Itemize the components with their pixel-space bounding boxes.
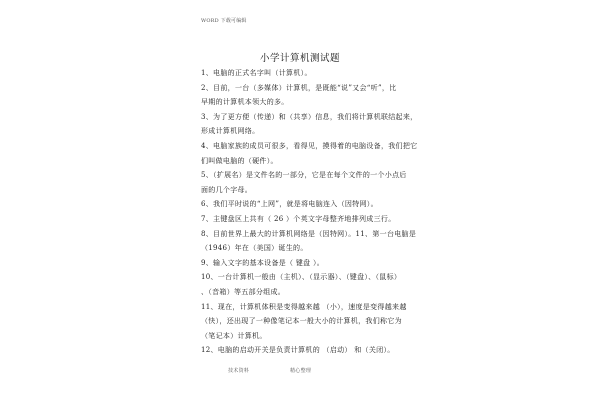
question-line: （快），还出现了一种像笔记本一般大小的计算机，我们称它为 [201,317,402,326]
question-line: 早期的计算机本领大的多。 [201,98,289,107]
question-line: 7、主键盘区上共有（ 26 ）个英文字母整齐地排列成三行。 [201,214,396,223]
question-line: 形成计算机网络。 [201,127,260,136]
question-line: 3、为了更方便（传递）和（共享）信息，我们将计算机联结起来， [201,112,418,121]
page-title: 小学计算机测试题 [259,53,340,64]
question-line: （笔记本）计算机。 [201,331,267,340]
question-line: 11、现在，计算机体积是变得越来越 （小），速度是变得越来越 [201,302,407,311]
question-line: 10、一台计算机一般由（主机）、（显示器）、（键盘）、（鼠标） [201,273,402,282]
header-note: WORD 下载可编辑 [201,18,247,24]
question-line: 面的几个字母。 [201,185,253,194]
question-line: 9、输入文字的基本设备是（ 键盘 ）。 [201,258,325,267]
question-line: 2、目前，一台（多媒体）计算机，是既能“说”又会“听”，比 [201,83,397,92]
question-line: （1946）年在（美国）诞生的。 [201,244,308,253]
question-line: 6、我们平时说的“上网”，就是将电脑连入（因特网）。 [201,200,378,209]
footer-right-note: 精心整理 [290,368,312,374]
question-line: 8、目前世界上最大的计算机网络是（因特网）。11、第一台电脑是 [201,229,417,238]
question-line: 4、电脑家族的成员可很多，看得见，摸得着的电脑设备，我们把它 [201,141,418,150]
question-line: 1、电脑的正式名字叫（计算机）。 [201,69,312,77]
question-line: 5、（扩展名）是文件名的一部分，它是在每个文件的一个小点后 [201,171,407,180]
question-line: 、（音箱）等五部分组成。 [201,287,286,296]
question-list [201,66,416,358]
question-line: 12、电脑的启动开关是负责计算机的 （启动） 和（关闭）。 [201,346,395,355]
question-line: 们叫做电脑的（硬件）。 [201,156,278,165]
footer-left-note: 技术资料 [228,368,250,374]
